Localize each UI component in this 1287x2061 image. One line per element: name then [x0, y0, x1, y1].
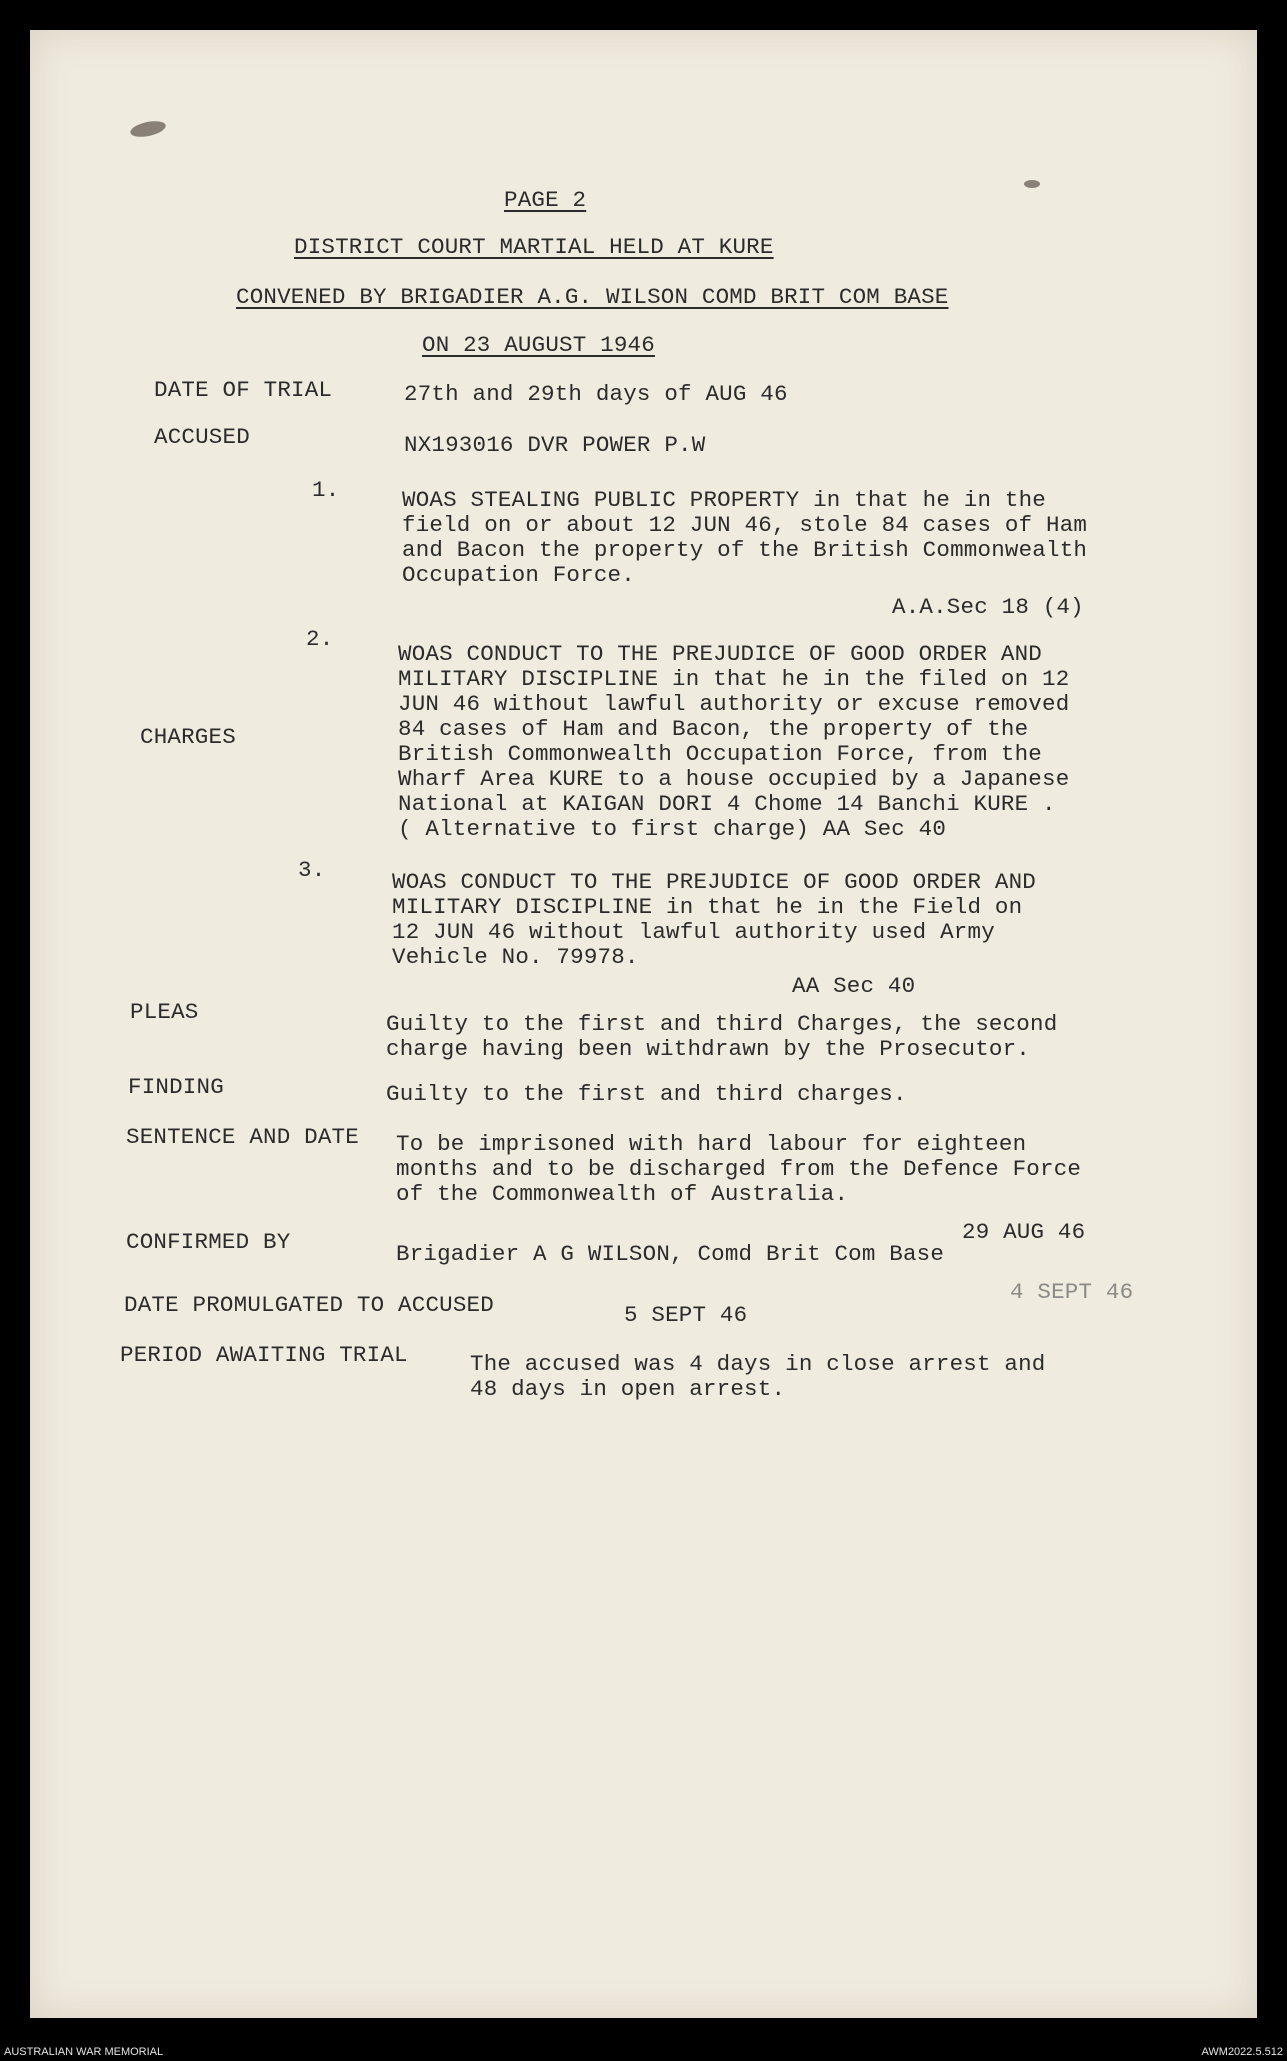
pleas-label: PLEAS [130, 999, 199, 1025]
page-label: PAGE 2 [504, 187, 587, 213]
charges-label: CHARGES [140, 724, 236, 750]
sentence-line: of the Commonwealth of Australia. [396, 1181, 849, 1207]
paper-stain [129, 118, 167, 139]
charge-1-line: Occupation Force. [402, 562, 635, 588]
charge-1-line: and Bacon the property of the British Commonwealth [402, 537, 1088, 563]
charge-2-line: Wharf Area KURE to a house occupied by a Japanese [398, 766, 1070, 792]
sentence-date: 29 AUG 46 [962, 1219, 1086, 1245]
awaiting-line: 48 days in open arrest. [470, 1376, 786, 1402]
charge-3-line: WOAS CONDUCT TO THE PREJUDICE OF GOOD ORDER AND [392, 869, 1037, 895]
charge-1-line: field on or about 12 JUN 46, stole 84 cases of Ham [402, 512, 1088, 538]
awaiting-line: The accused was 4 days in close arrest and [470, 1351, 1046, 1377]
charge-2-number: 2. [306, 626, 334, 652]
archive-footer [0, 2044, 1287, 2061]
awaiting-label: PERIOD AWAITING TRIAL [120, 1342, 408, 1368]
document-page [30, 30, 1257, 2018]
finding-value: Guilty to the first and third charges. [386, 1081, 907, 1107]
accused-label: ACCUSED [154, 424, 250, 450]
archive-name: AUSTRALIAN WAR MEMORIAL [4, 2046, 164, 2058]
title-line-2: CONVENED BY BRIGADIER A.G. WILSON COMD BRIT COM BASE [236, 284, 949, 310]
accused-value: NX193016 DVR POWER P.W [404, 432, 706, 458]
sentence-label: SENTENCE AND DATE [126, 1124, 359, 1150]
charge-3-line: Vehicle No. 79978. [392, 944, 639, 970]
title-line-1: DISTRICT COURT MARTIAL HELD AT KURE [294, 234, 774, 260]
date-of-trial-value: 27th and 29th days of AUG 46 [404, 381, 788, 407]
promulgated-label: DATE PROMULGATED TO ACCUSED [124, 1292, 494, 1318]
charge-2-line: JUN 46 without lawful authority or excuse removed [398, 691, 1070, 717]
confirmed-date: 4 SEPT 46 [1010, 1279, 1134, 1305]
promulgated-value: 5 SEPT 46 [624, 1302, 748, 1328]
charge-1-reference: A.A.Sec 18 (4) [892, 594, 1084, 620]
charge-1-line: WOAS STEALING PUBLIC PROPERTY in that he in the [402, 487, 1047, 513]
finding-label: FINDING [128, 1074, 224, 1100]
confirmed-value: Brigadier A G WILSON, Comd Brit Com Base [396, 1241, 945, 1267]
sentence-line: months and to be discharged from the Defence Force [396, 1156, 1082, 1182]
charge-2-line: British Commonwealth Occupation Force, from the [398, 741, 1043, 767]
charge-3-line: 12 JUN 46 without lawful authority used Army [392, 919, 995, 945]
date-of-trial-label: DATE OF TRIAL [154, 377, 333, 403]
title-line-3: ON 23 AUGUST 1946 [422, 332, 655, 358]
pleas-line: Guilty to the first and third Charges, the second [386, 1011, 1058, 1037]
charge-3-line: MILITARY DISCIPLINE in that he in the Field on [392, 894, 1023, 920]
paper-stain [1024, 180, 1040, 188]
archive-reference: AWM2022.5.512 [1201, 2046, 1283, 2058]
charge-2-line: MILITARY DISCIPLINE in that he in the filed on 12 [398, 666, 1070, 692]
pleas-line: charge having been withdrawn by the Prosecutor. [386, 1036, 1031, 1062]
confirmed-label: CONFIRMED BY [126, 1229, 291, 1255]
sentence-line: To be imprisoned with hard labour for eighteen [396, 1131, 1027, 1157]
charge-1-number: 1. [312, 477, 340, 503]
charge-3-number: 3. [298, 857, 326, 883]
charge-2-line: ( Alternative to first charge) AA Sec 40 [398, 816, 947, 842]
charge-3-reference: AA Sec 40 [792, 973, 916, 999]
charge-2-line: 84 cases of Ham and Bacon, the property of the [398, 716, 1029, 742]
charge-2-line: WOAS CONDUCT TO THE PREJUDICE OF GOOD ORDER AND [398, 641, 1043, 667]
charge-2-line: National at KAIGAN DORI 4 Chome 14 Banchi KURE . [398, 791, 1056, 817]
